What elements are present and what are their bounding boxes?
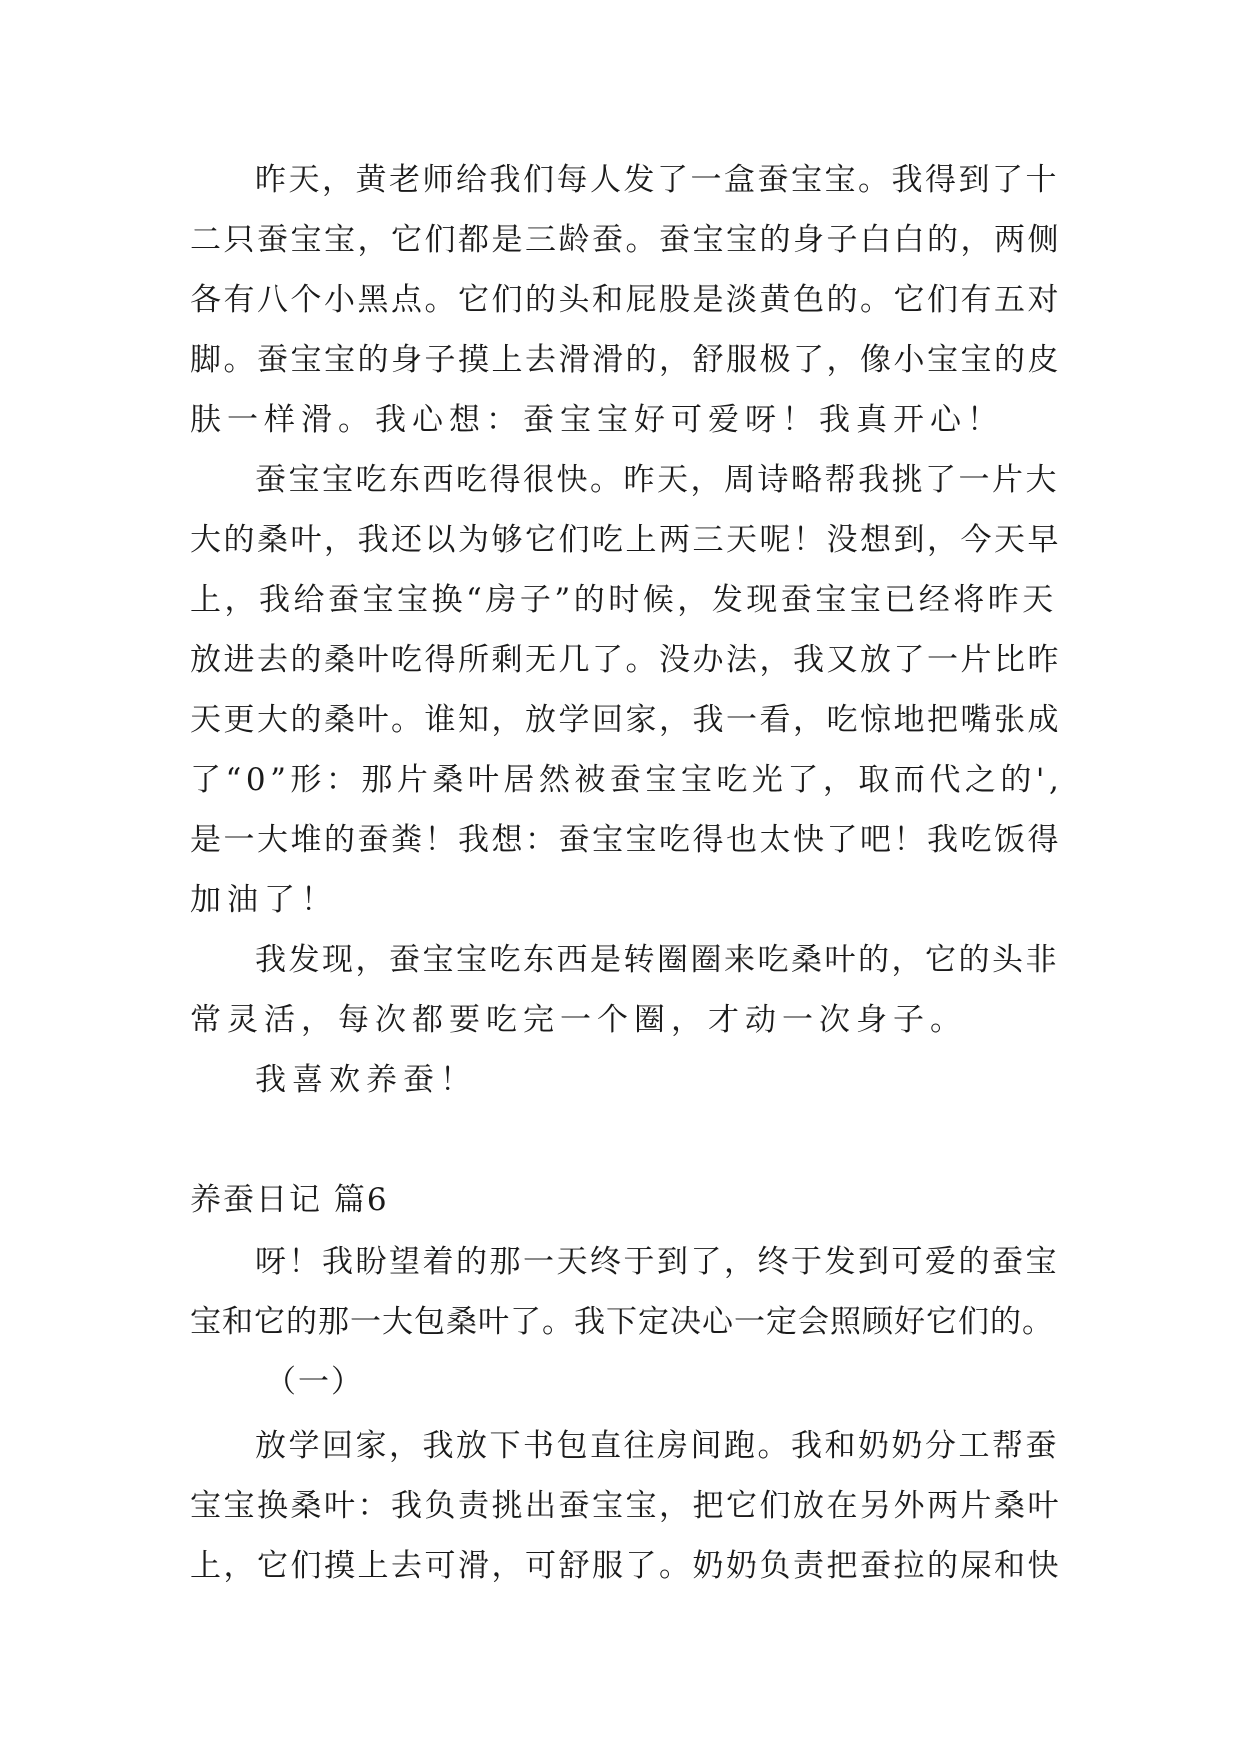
paragraph-line: 我喜欢养蚕！ (255, 1062, 477, 1098)
paragraph-line: 我发现，蚕宝宝吃东西是转圈圈来吃桑叶的，它的头非 (255, 942, 1059, 978)
paragraph-line: 宝和它的那一大包桑叶了。我下定决心一定会照顾好它们的。 (190, 1304, 1054, 1340)
paragraph-line: 上，它们摸上去可滑，可舒服了。奶奶负责把蚕拉的屎和快 (190, 1548, 1061, 1584)
paragraph-line: 放学回家，我放下书包直往房间跑。我和奶奶分工帮蚕 (255, 1428, 1059, 1464)
paragraph-line: 大的桑叶，我还以为够它们吃上两三天呢！没想到，今天早 (190, 522, 1061, 558)
paragraph-line: 天更大的桑叶。谁知，放学回家，我一看，吃惊地把嘴张成 (190, 702, 1061, 738)
paragraph-line: 宝宝换桑叶：我负责挑出蚕宝宝，把它们放在另外两片桑叶 (190, 1488, 1061, 1524)
paragraph-line: 各有八个小黑点。它们的头和屁股是淡黄色的。它们有五对 (190, 282, 1061, 318)
paragraph-line: 蚕宝宝吃东西吃得很快。昨天，周诗略帮我挑了一片大 (255, 462, 1059, 498)
paragraph-line: 脚。蚕宝宝的身子摸上去滑滑的，舒服极了，像小宝宝的皮 (190, 342, 1061, 378)
paragraph-line: 上，我给蚕宝宝换“房子”的时候，发现蚕宝宝已经将昨天 (190, 582, 1057, 618)
paragraph-line: 常灵活，每次都要吃完一个圈，才动一次身子。 (190, 1002, 967, 1038)
paragraph-line: 呀！我盼望着的那一天终于到了，终于发到可爱的蚕宝 (255, 1244, 1059, 1280)
paragraph-line: 是一大堆的蚕粪！我想：蚕宝宝吃得也太快了吧！我吃饭得 (190, 822, 1061, 858)
subsection-marker: （一） (265, 1364, 364, 1400)
paragraph-line: 肤一样滑。我心想：蚕宝宝好可爱呀！我真开心！ (190, 402, 1004, 438)
section-heading: 养蚕日记 篇6 (190, 1182, 389, 1218)
paragraph-line: 放进去的桑叶吃得所剩无几了。没办法，我又放了一片比昨 (190, 642, 1061, 678)
paragraph-line: 加油了！ (190, 882, 338, 918)
paragraph-line: 昨天，黄老师给我们每人发了一盒蚕宝宝。我得到了十 (255, 162, 1059, 198)
paragraph-line: 二只蚕宝宝，它们都是三龄蚕。蚕宝宝的身子白白的，两侧 (190, 222, 1061, 258)
paragraph-line: 了“0”形：那片桑叶居然被蚕宝宝吃光了，取而代之的', (190, 762, 1064, 798)
